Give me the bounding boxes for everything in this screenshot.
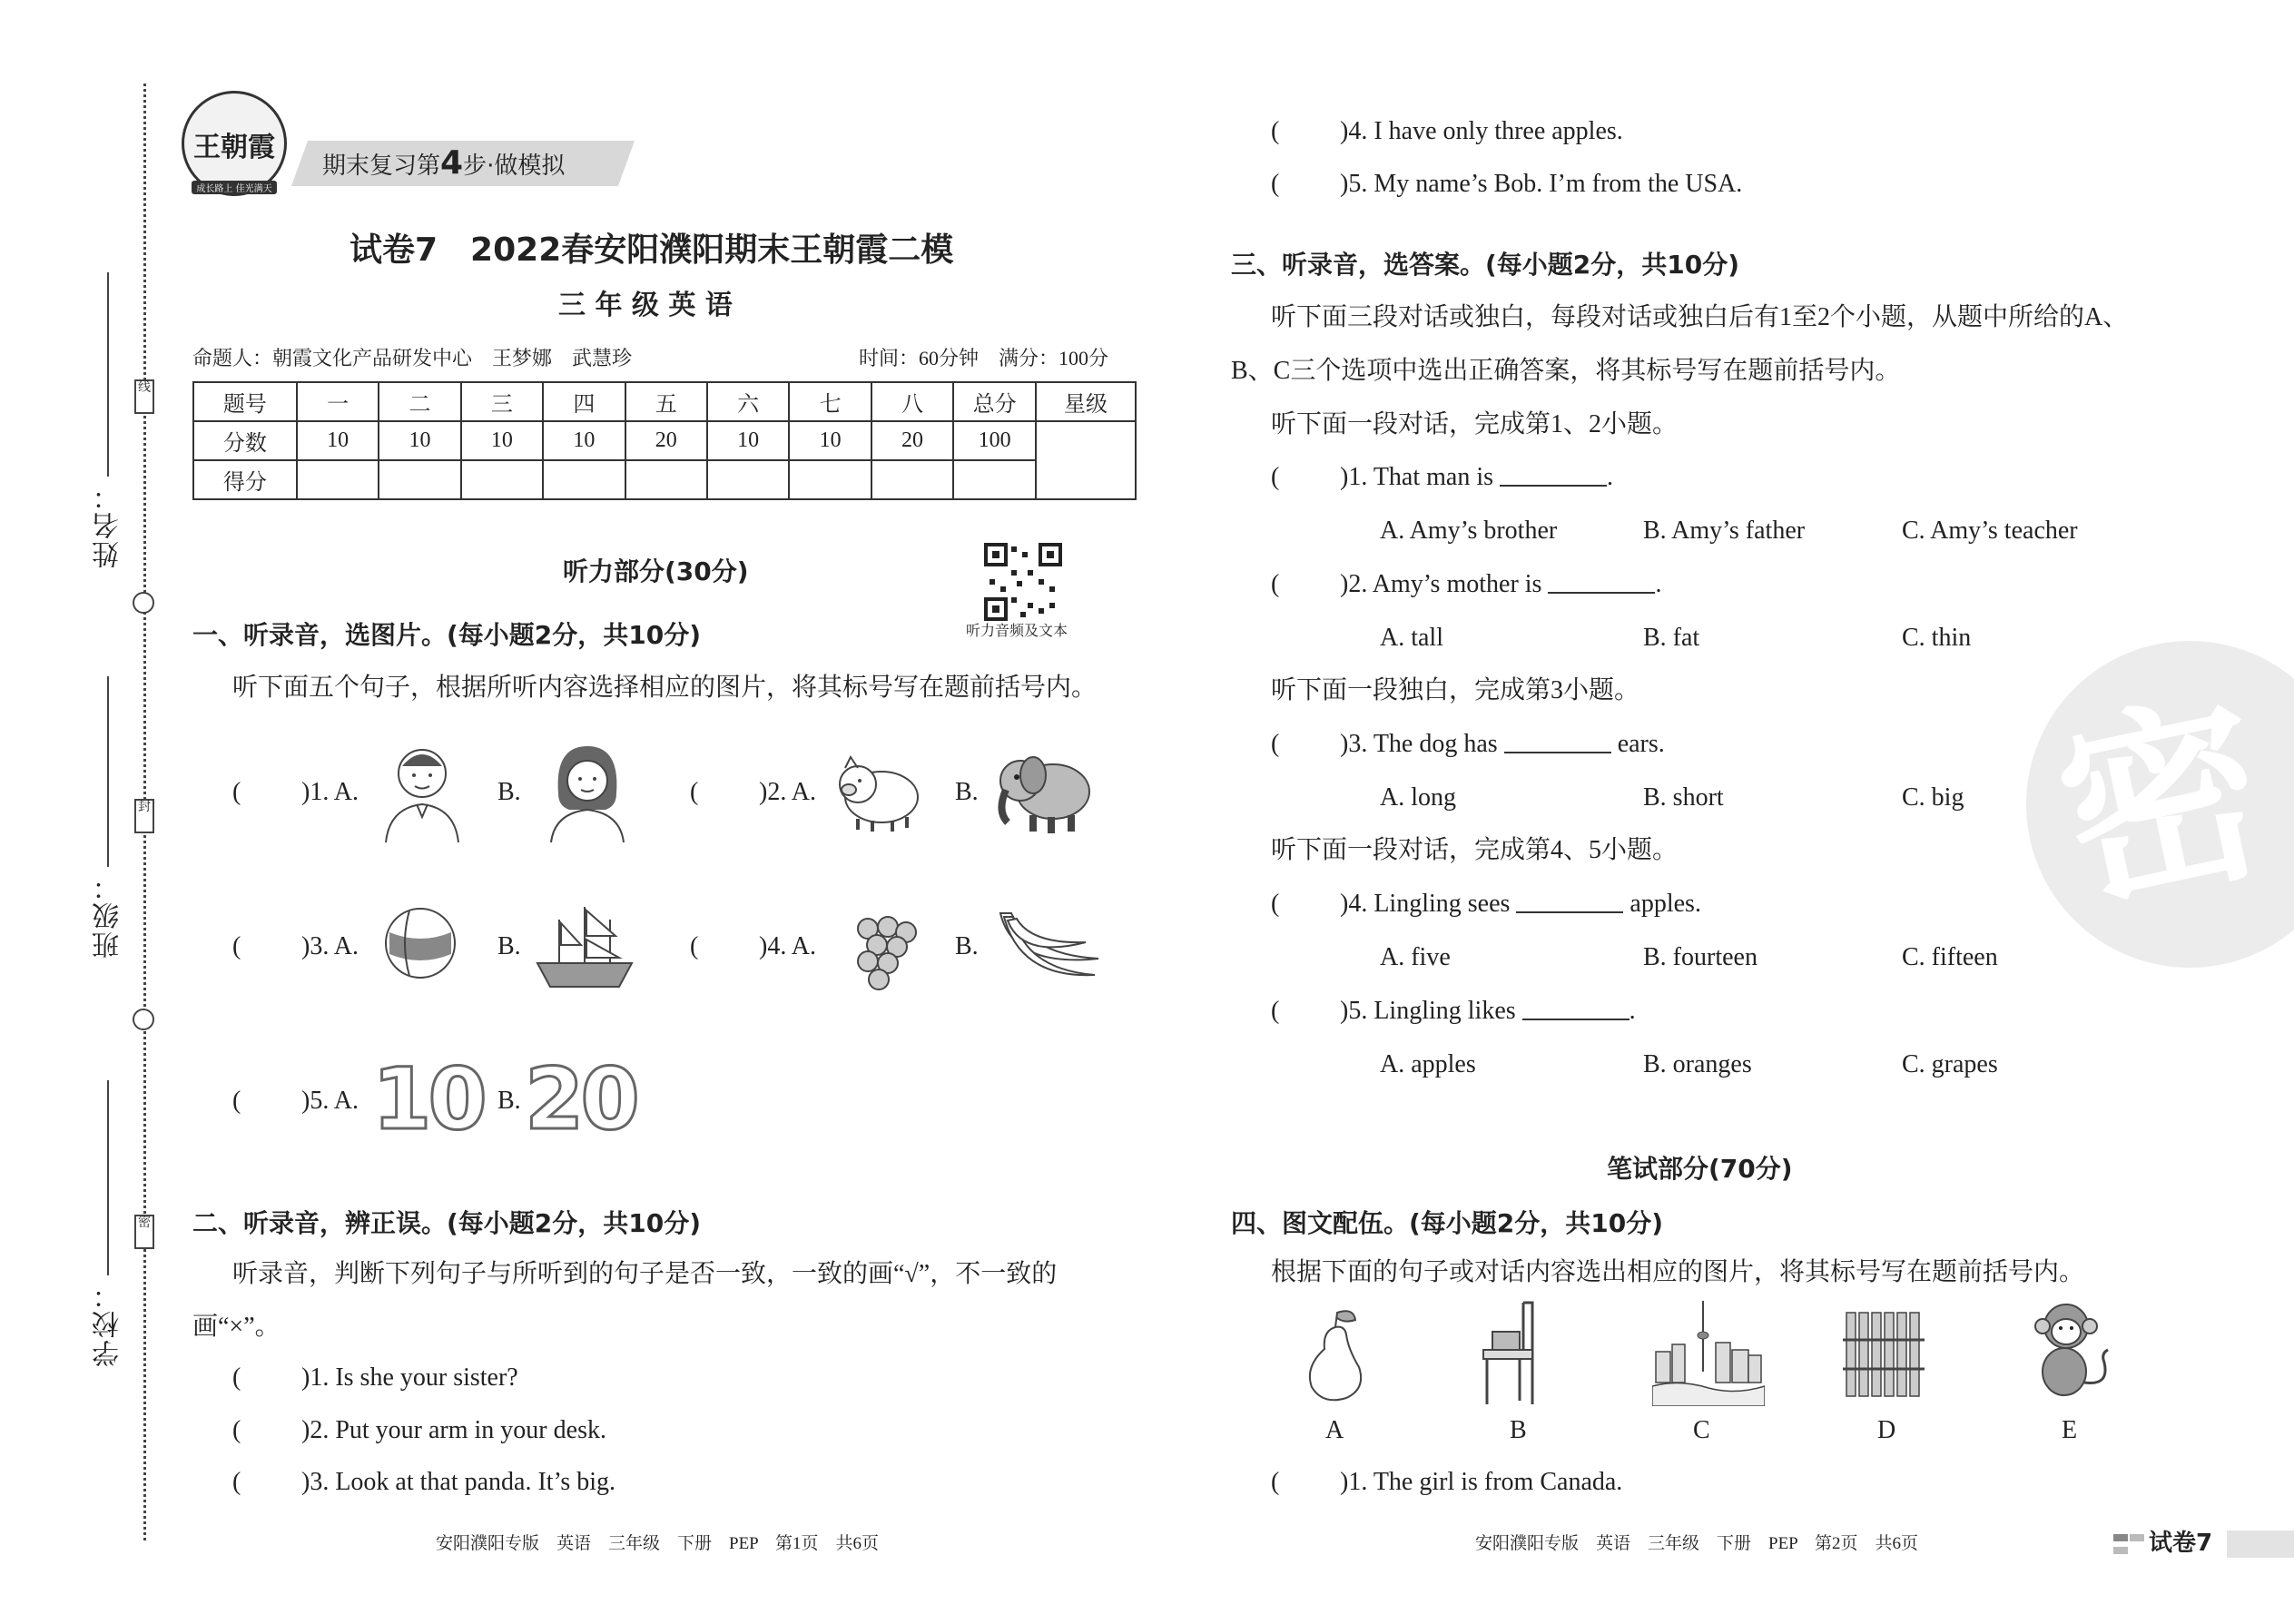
picture-label-d: D <box>1877 1416 1896 1444</box>
points-cell: 100 <box>953 421 1036 460</box>
qr-code-icon[interactable] <box>984 543 1062 621</box>
picture-woman[interactable] <box>537 737 637 846</box>
answer-paren[interactable]: ( <box>1271 997 1280 1025</box>
answer-paren[interactable]: ( <box>1271 890 1280 918</box>
judge-item: )4. I have only three apples. <box>1340 117 1623 145</box>
picture-pig[interactable] <box>828 746 928 837</box>
answer-paren[interactable]: ( <box>232 1087 241 1115</box>
section-1-instruction: 听下面五个句子，根据所听内容选择相应的图片，将其标号写在题前括号内。 <box>232 674 1098 702</box>
picture-city-skyline[interactable] <box>1652 1298 1765 1407</box>
school-write-line[interactable] <box>107 1080 109 1275</box>
judge-item: )5. My name’s Bob. I’m from the USA. <box>1340 170 1743 198</box>
score-input-cell[interactable] <box>707 460 789 499</box>
answer-paren[interactable]: ( <box>1271 170 1280 198</box>
exam-time-score: 时间：60分钟 满分：100分 <box>859 347 1109 369</box>
mc-question: )5. Lingling likes . <box>1340 997 1636 1025</box>
answer-blank[interactable] <box>1504 730 1611 753</box>
points-cell: 20 <box>871 421 953 460</box>
question-number: )2. A. <box>759 778 816 806</box>
answer-paren[interactable]: ( <box>232 1468 241 1496</box>
row-label: 分数 <box>193 421 297 460</box>
picture-man[interactable] <box>372 737 472 846</box>
option-a: A. long <box>1380 783 1456 812</box>
score-header-cell: 二 <box>379 382 460 421</box>
exam-authors: 命题人：朝霞文化产品研发中心 王梦娜 武慧珍 <box>192 347 633 369</box>
paper-tag: 试卷7 <box>2149 1530 2213 1557</box>
option-a: A. tall <box>1380 624 1443 652</box>
score-input-cell[interactable] <box>543 460 625 499</box>
mc-question: )3. The dog has ears. <box>1340 730 1665 758</box>
picture-pear[interactable] <box>1298 1305 1371 1407</box>
option-a: A. five <box>1380 943 1451 971</box>
option-b: B. short <box>1643 783 1724 812</box>
picture-pencils[interactable] <box>1843 1307 1930 1402</box>
answer-paren[interactable]: ( <box>690 932 699 960</box>
banner-text: 期末复习第4步·做模拟 <box>322 144 566 182</box>
tag-bar <box>2227 1530 2294 1558</box>
dialogue-1-intro: 听下面一段对话，完成第1、2小题。 <box>1271 410 1679 438</box>
section-2-instruction: 听录音，判断下列句子与所听到的句子是否一致，一致的画“√”，不一致的 <box>232 1260 1058 1288</box>
seal-mark-xian: 线 <box>134 379 154 414</box>
option-a: A. Amy’s brother <box>1380 517 1558 545</box>
writing-title: 笔试部分(70分) <box>1607 1154 1793 1184</box>
question-number: )4. A. <box>759 932 816 960</box>
option-b: B. oranges <box>1643 1050 1752 1078</box>
picture-label-b: B <box>1510 1416 1527 1444</box>
score-input-cell[interactable] <box>871 460 953 499</box>
row-label: 得分 <box>193 460 297 499</box>
points-cell: 10 <box>297 421 379 460</box>
points-cell: 20 <box>625 421 707 460</box>
match-item: )1. The girl is from Canada. <box>1340 1468 1623 1496</box>
school-label: 学校： <box>93 1280 124 1367</box>
option-c: C. grapes <box>1902 1050 1998 1078</box>
points-cell: 10 <box>461 421 543 460</box>
score-input-cell[interactable] <box>461 460 543 499</box>
option-b-label: B. <box>497 778 521 806</box>
brand-logo <box>182 91 287 196</box>
score-header-cell: 一 <box>297 382 379 421</box>
picture-number-20[interactable]: 20 <box>525 1050 636 1149</box>
name-write-line[interactable] <box>107 272 109 477</box>
section-1-title: 一、听录音，选图片。(每小题2分，共10分) <box>192 620 702 650</box>
score-header-cell: 三 <box>461 382 543 421</box>
class-label: 班级： <box>93 871 124 959</box>
seal-mark-feng: 封 <box>134 799 154 833</box>
points-cell: 10 <box>789 421 871 460</box>
option-b-label: B. <box>955 932 979 960</box>
tag-decor <box>2113 1547 2128 1554</box>
mc-question: )1. That man is . <box>1340 463 1614 491</box>
qr-caption: 听力音频及文本 <box>966 624 1068 639</box>
answer-paren[interactable]: ( <box>1271 1468 1280 1496</box>
score-table <box>192 381 1137 500</box>
tag-decor <box>2130 1534 2144 1541</box>
score-header-cell: 题号 <box>193 382 297 421</box>
option-b: B. fourteen <box>1643 943 1757 971</box>
picture-bananas[interactable] <box>995 904 1104 986</box>
exam-title: 试卷7 2022春安阳濮阳期末王朝霞二模 <box>350 231 954 269</box>
answer-paren[interactable]: ( <box>1271 570 1280 598</box>
star-rating-cell[interactable] <box>1036 421 1136 499</box>
logo-motto: 成长路上 佳光满天 <box>192 181 277 194</box>
picture-monkey[interactable] <box>2024 1298 2115 1405</box>
dialogue-3-intro: 听下面一段对话，完成第4、5小题。 <box>1271 836 1679 864</box>
answer-paren[interactable]: ( <box>232 1363 241 1392</box>
score-table-points-row <box>193 421 1136 460</box>
picture-label-a: A <box>1325 1416 1344 1444</box>
picture-chair[interactable] <box>1469 1298 1551 1407</box>
option-c: C. Amy’s teacher <box>1902 517 2078 545</box>
score-header-cell: 七 <box>789 382 871 421</box>
option-c: C. big <box>1902 783 1964 812</box>
answer-paren[interactable]: ( <box>232 778 241 806</box>
answer-blank[interactable] <box>1548 570 1655 594</box>
section-4-title: 四、图文配伍。(每小题2分，共10分) <box>1231 1208 1664 1238</box>
answer-paren[interactable]: ( <box>1271 117 1280 145</box>
seal-watermark: 密 <box>2026 641 2294 968</box>
answer-paren[interactable]: ( <box>232 1416 241 1444</box>
option-c: C. thin <box>1902 624 1972 652</box>
mc-question: )4. Lingling sees apples. <box>1340 890 1701 918</box>
picture-label-c: C <box>1693 1416 1710 1444</box>
judge-item: )1. Is she your sister? <box>301 1363 518 1392</box>
picture-grapes[interactable] <box>841 903 928 994</box>
score-input-cell[interactable] <box>625 460 707 499</box>
section-3-instruction: 听下面三段对话或独白，每段对话或独白后有1至2个小题，从题中所给的A、 <box>1271 303 2129 331</box>
binding-hole <box>133 592 154 614</box>
footer-right: 安阳濮阳专版 英语 三年级 下册 PEP 第2页 共6页 <box>1475 1534 1919 1553</box>
class-write-line[interactable] <box>107 676 109 867</box>
answer-blank[interactable] <box>1500 463 1607 487</box>
mc-question: )2. Amy’s mother is . <box>1340 570 1662 598</box>
question-number: )1. A. <box>301 778 359 806</box>
option-c: C. fifteen <box>1902 943 1998 971</box>
picture-label-e: E <box>2062 1416 2078 1444</box>
answer-paren[interactable]: ( <box>1271 463 1280 491</box>
score-input-cell[interactable] <box>379 460 460 499</box>
section-3-instruction-cont: B、C三个选项中选出正确答案，将其标号写在题前括号内。 <box>1231 357 1901 385</box>
score-header-cell: 八 <box>871 382 953 421</box>
points-cell: 10 <box>707 421 789 460</box>
points-cell: 10 <box>379 421 460 460</box>
picture-ship[interactable] <box>532 899 637 995</box>
judge-item: )2. Put your arm in your desk. <box>301 1416 606 1444</box>
monologue-intro: 听下面一段独白，完成第3小题。 <box>1271 676 1640 704</box>
footer-left: 安阳濮阳专版 英语 三年级 下册 PEP 第1页 共6页 <box>436 1534 880 1553</box>
section-2-title: 二、听录音，辨正误。(每小题2分，共10分) <box>192 1208 702 1238</box>
option-b-label: B. <box>955 778 979 806</box>
option-a: A. apples <box>1380 1050 1476 1078</box>
score-header-cell: 四 <box>543 382 625 421</box>
question-number: )3. A. <box>301 932 359 960</box>
score-header-cell: 总分 <box>953 382 1036 421</box>
answer-blank[interactable] <box>1522 997 1629 1020</box>
option-b-label: B. <box>497 932 521 960</box>
tag-decor <box>2113 1534 2128 1541</box>
score-table-header-row <box>193 382 1136 421</box>
logo-text: 王朝霞 <box>193 132 275 163</box>
section-3-title: 三、听录音，选答案。(每小题2分，共10分) <box>1231 250 1740 280</box>
score-header-cell: 星级 <box>1036 382 1136 421</box>
picture-elephant[interactable] <box>991 740 1100 840</box>
score-table-got-row <box>193 460 1136 499</box>
judge-item: )3. Look at that panda. It’s big. <box>301 1468 616 1496</box>
exam-subtitle: 三 年 级 英 语 <box>558 290 733 321</box>
option-b: B. fat <box>1643 624 1700 652</box>
score-header-cell: 五 <box>625 382 707 421</box>
answer-paren[interactable]: ( <box>232 932 241 960</box>
answer-paren[interactable]: ( <box>690 778 699 806</box>
option-b: B. Amy’s father <box>1643 517 1806 545</box>
picture-ball[interactable] <box>381 904 459 982</box>
section-2-instruction-cont: 画“×”。 <box>192 1313 281 1341</box>
section-4-instruction: 根据下面的句子或对话内容选出相应的图片，将其标号写在题前括号内。 <box>1271 1258 2085 1286</box>
answer-paren[interactable]: ( <box>1271 730 1280 758</box>
score-header-cell: 六 <box>707 382 789 421</box>
picture-number-10[interactable]: 10 <box>372 1050 484 1149</box>
question-number: )5. A. <box>301 1087 359 1115</box>
score-input-cell[interactable] <box>953 460 1036 499</box>
name-label: 姓名： <box>93 481 124 568</box>
seal-mark-mi: 密 <box>134 1215 154 1249</box>
answer-blank[interactable] <box>1516 890 1623 913</box>
points-cell: 10 <box>543 421 625 460</box>
option-b-label: B. <box>497 1087 521 1115</box>
listening-title: 听力部分(30分) <box>563 556 749 586</box>
binding-hole <box>133 1009 154 1030</box>
score-input-cell[interactable] <box>789 460 871 499</box>
score-input-cell[interactable] <box>297 460 379 499</box>
